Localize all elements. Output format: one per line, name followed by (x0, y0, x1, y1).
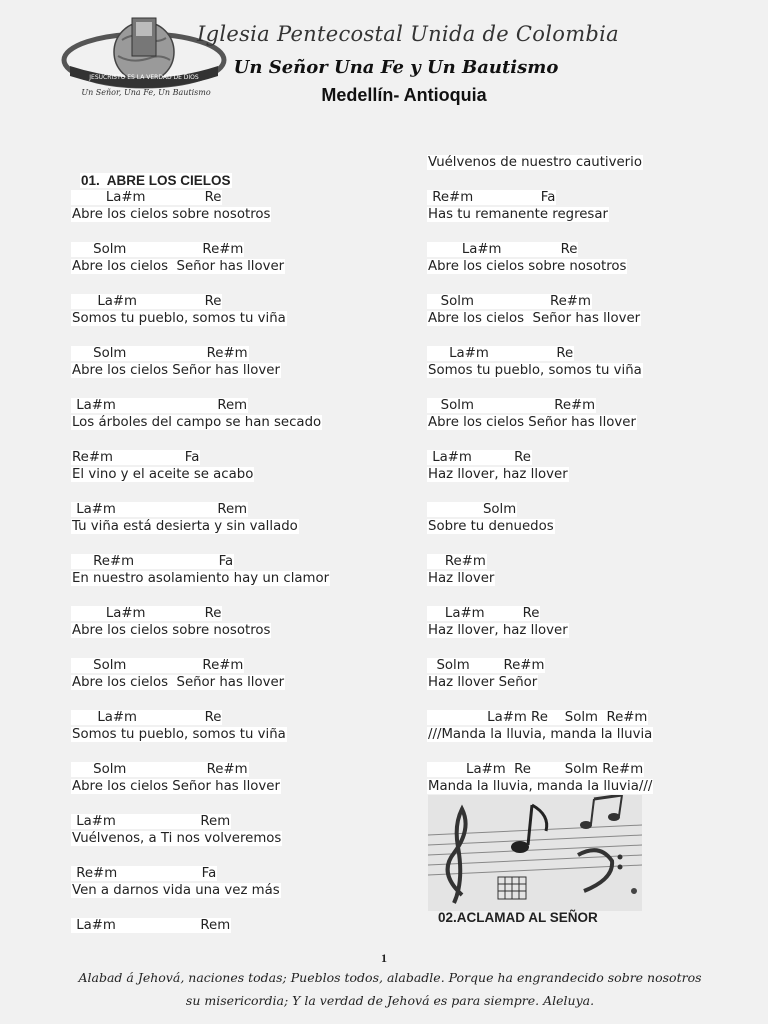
line-text: La#m Re (428, 242, 578, 257)
line-text: Abre los cielos sobre nosotros (72, 623, 271, 638)
lyric-line (427, 466, 569, 483)
line-text: Ven a darnos vida una vez más (72, 883, 280, 898)
line-text: Somos tu pueblo, somos tu viña (428, 363, 642, 378)
line-text: Solm Re#m (72, 762, 248, 777)
chord-line (71, 345, 249, 362)
line-text: Solm Re#m (428, 294, 591, 309)
line-text: En nuestro asolamiento hay un clamor (72, 571, 330, 586)
line-text: La#m Re (428, 450, 531, 465)
line-text: Abre los cielos Señor has llover (72, 363, 280, 378)
line-text: Vuélvenos, a Ti nos volveremos (72, 831, 282, 846)
logo-motto: Un Señor, Una Fe, Un Bautismo (81, 88, 211, 97)
line-text: La#m Re (428, 346, 574, 361)
line-text: Solm (428, 502, 517, 517)
line-text: Tu viña está desierta y sin vallado (72, 519, 298, 534)
lyric-line (427, 726, 653, 743)
line-text: Los árboles del campo se han secado (72, 415, 322, 430)
lyric-line (427, 310, 641, 327)
line-text: Haz llover, haz llover (428, 623, 568, 638)
line-text: Abre los cielos Señor has llover (428, 311, 641, 326)
line-text: Haz llover Señor (428, 675, 538, 690)
lyric-line (71, 674, 285, 691)
line-text: Solm Re#m (428, 398, 596, 413)
church-name: Iglesia Pentecostal Unida de Colombia (197, 22, 619, 46)
lyric-line (71, 882, 281, 899)
line-text: La#m Rem (72, 502, 248, 517)
chord-line (427, 397, 596, 414)
line-text: Abre los cielos sobre nosotros (72, 207, 271, 222)
line-text: Re#m (428, 554, 486, 569)
chord-line (71, 605, 222, 622)
line-text: Re#m Fa (72, 554, 234, 569)
line-text: Has tu remanente regresar (428, 207, 608, 222)
footer-verse: Alabad á Jehová, naciones todas; Pueblos todos, alabadle. Porque ha engrandecido sobre nosotros su misericordia; Y la verdad de Jehová es para siempre. Aleluya. (78, 970, 702, 1008)
line-text: La#m Rem (72, 398, 248, 413)
chord-line (427, 449, 532, 466)
chord-line (71, 501, 248, 518)
chord-line (427, 189, 556, 206)
song-title (80, 172, 232, 189)
line-text: La#m Re (428, 606, 540, 621)
lyric-line (427, 518, 555, 535)
chord-line (71, 917, 231, 934)
line-text: Haz llover (428, 571, 495, 586)
line-text: La#m Rem (72, 814, 231, 829)
line-text: La#m Re Solm Re#m (428, 762, 644, 777)
lyric-line (427, 154, 643, 171)
lyric-line (71, 258, 285, 275)
chord-line (71, 397, 248, 414)
chord-line (71, 189, 222, 206)
lyric-line (71, 622, 271, 639)
line-text: Abre los cielos Señor has llover (72, 779, 280, 794)
line-text: Sobre tu denuedos (428, 519, 554, 534)
line-text: Abre los cielos sobre nosotros (428, 259, 627, 274)
chord-line (427, 605, 540, 622)
line-text: Abre los cielos Señor has llover (428, 415, 636, 430)
lyric-line (71, 362, 281, 379)
lyric-line (427, 258, 627, 275)
page-number: 1 (381, 951, 387, 965)
line-text: La#m Re (72, 606, 222, 621)
song-2-title: 02.ACLAMAD AL SEÑOR (438, 910, 598, 925)
line-text: Solm Re#m (72, 658, 244, 673)
chord-line (71, 241, 244, 258)
line-text: Solm Re#m (72, 346, 248, 361)
line-text: Re#m Fa (428, 190, 556, 205)
lyric-line (427, 570, 495, 587)
chord-line (427, 709, 648, 726)
lyric-line (71, 466, 254, 483)
line-text: La#m Re (72, 294, 222, 309)
line-text: Manda la lluvia, manda la lluvia/// (428, 779, 653, 794)
lyric-line (71, 414, 322, 431)
chord-line (71, 657, 244, 674)
line-text: El vino y el aceite se acabo (72, 467, 254, 482)
line-text: Re#m Fa (72, 866, 217, 881)
line-text: Haz llover, haz llover (428, 467, 568, 482)
lyric-line (427, 622, 569, 639)
lyric-line (427, 414, 637, 431)
lyric-line (71, 310, 287, 327)
line-text: La#m Re (72, 710, 222, 725)
chord-line (71, 813, 231, 830)
chord-line (427, 761, 644, 778)
lyric-line (427, 206, 609, 223)
lyric-line (427, 362, 643, 379)
chord-line (71, 709, 222, 726)
chord-line (427, 241, 578, 258)
lyric-line (427, 778, 653, 795)
line-text: ///Manda la lluvia, manda la lluvia (428, 727, 653, 742)
music-notes-illustration (428, 795, 642, 911)
line-text: La#m Re Solm Re#m (428, 710, 648, 725)
church-city: Medellín- Antioquia (321, 85, 487, 105)
chord-line (427, 345, 574, 362)
lyric-line (71, 830, 282, 847)
line-text: Re#m Fa (72, 450, 200, 465)
lyric-line (71, 726, 287, 743)
line-text: Somos tu pueblo, somos tu viña (72, 311, 286, 326)
chord-line (71, 553, 234, 570)
chord-line (71, 293, 222, 310)
line-text: La#m Rem (72, 918, 231, 933)
lyric-line (71, 570, 330, 587)
chord-line (71, 449, 200, 466)
chord-line (427, 293, 592, 310)
line-text: Solm Re#m (428, 658, 545, 673)
line-text: Somos tu pueblo, somos tu viña (72, 727, 286, 742)
lyric-line (71, 518, 299, 535)
lyric-line (71, 206, 271, 223)
line-text: Solm Re#m (72, 242, 244, 257)
chord-line (427, 501, 517, 518)
chord-line (427, 553, 487, 570)
lyric-line (71, 778, 281, 795)
line-text: La#m Re (72, 190, 222, 205)
church-motto: Un Señor Una Fe y Un Bautismo (233, 57, 559, 78)
line-text: 01. ABRE LOS CIELOS (81, 173, 231, 188)
svg-text:JESUCRISTO ES LA VERDAD DE DIO: JESUCRISTO ES LA VERDAD DE DIOS (89, 74, 199, 81)
line-text: Vuélvenos de nuestro cautiverio (428, 155, 642, 170)
chord-line (427, 657, 545, 674)
chord-line (71, 761, 249, 778)
line-text: Abre los cielos Señor has llover (72, 675, 285, 690)
chord-line (71, 865, 217, 882)
lyric-line (427, 674, 538, 691)
line-text: Abre los cielos Señor has llover (72, 259, 285, 274)
